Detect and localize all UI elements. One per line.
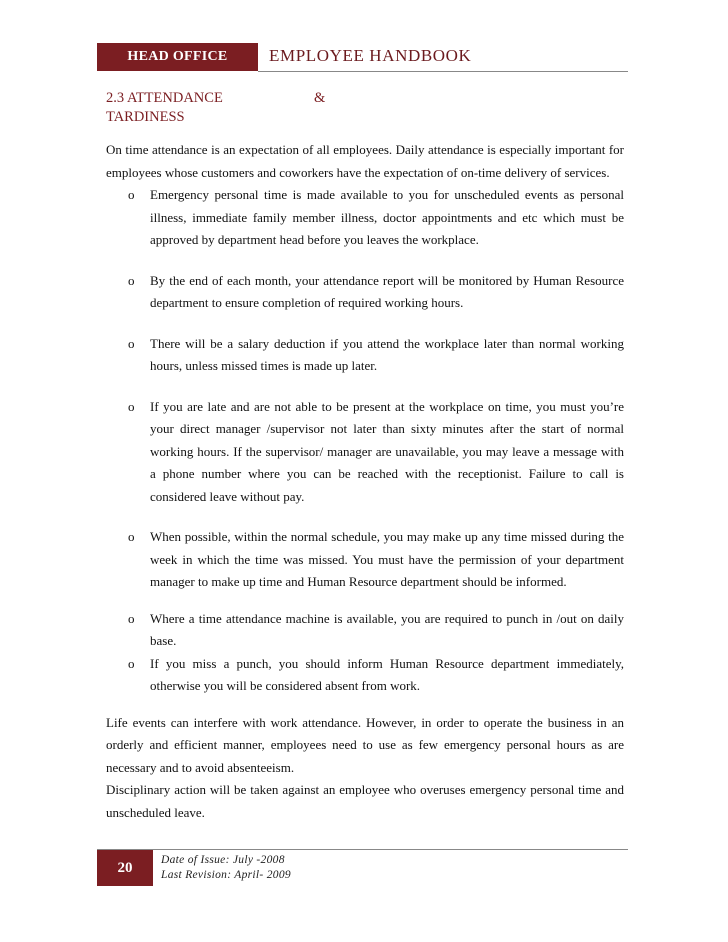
list-item (106, 653, 624, 698)
list-item-text: By the end of each month, your attendance report will be monitored by Human Resource department to ensure completion of required working hours. (150, 272, 624, 310)
page-number: 20 (117, 860, 133, 876)
list-item-text: If you are late and are not able to be present at the workplace on time, you must you’re your direct manager /supervisor not later than sixty minutes after the start of normal working hours. If the supervisor/ manager are unavailable, you may leave a message with a phone number where you can be reached with the receptionist. Failure to call is considered leave without pay. (150, 398, 624, 504)
section-heading-line1 (106, 89, 406, 108)
section-heading (106, 89, 406, 127)
list-item (106, 270, 624, 315)
date-of-issue: Date of Issue: July -2008 (161, 854, 285, 866)
header-office-label: HEAD OFFICE (127, 49, 228, 64)
bullet-marker: o (128, 398, 135, 414)
bullet-marker: o (128, 610, 135, 626)
bullet-marker: o (128, 272, 135, 288)
list-item (106, 526, 624, 594)
body-content (106, 139, 624, 824)
bullet-marker: o (128, 187, 135, 202)
list-item-text: Where a time attendance machine is available, you are required to punch in /out on daily base. (150, 610, 624, 648)
bullet-marker: o (128, 335, 135, 351)
header-title: EMPLOYEE HANDBOOK (269, 46, 472, 65)
closing-paragraph: Life events can interfere with work attendance. However, in order to operate the business in an orderly and efficient manner, employees need to use as few emergency personal hours as are necessary and to avoid absenteeism. (106, 714, 624, 775)
list-item (106, 184, 624, 252)
list-item-text: Emergency personal time is made available to you for unscheduled events as personal illness, immediate family member illness, doctor appointments and etc which must be approved by department head before you leaves the workplace. (150, 187, 624, 247)
list-item (106, 333, 624, 378)
list-item-text: There will be a salary deduction if you attend the workplace later than normal working hours, unless missed times is made up later. (150, 335, 624, 373)
header-office-box (97, 43, 258, 71)
bullet-marker: o (128, 655, 135, 671)
last-revision: Last Revision: April- 2009 (161, 869, 291, 881)
bullet-marker: o (128, 529, 135, 544)
section-heading-line2: TARDINESS (106, 109, 185, 125)
footer-text (161, 853, 291, 883)
attendance-bullet-list (106, 184, 624, 698)
section-ampersand: & (314, 90, 326, 106)
list-item (106, 396, 624, 509)
header-rule (258, 71, 628, 72)
page-number-box (97, 850, 153, 886)
closing-paragraph: Disciplinary action will be taken against an employee who overuses emergency personal time and unscheduled leave. (106, 782, 624, 820)
list-item-text: If you miss a punch, you should inform Human Resource department immediately, otherwise you will be considered absent from work. (150, 655, 624, 693)
footer-rule (97, 849, 628, 850)
section-number-title: 2.3 ATTENDANCE (106, 90, 223, 106)
list-item-text: When possible, within the normal schedule, you may make up any time missed during the week in which the time was missed. You must have the permission of your department manager to make up time and Human Resource department should be informed. (150, 529, 624, 589)
list-item (106, 608, 624, 653)
intro-paragraph: On time attendance is an expectation of all employees. Daily attendance is especially important for employees whose customers and coworkers have the expectation of on-time delivery of services. (106, 142, 624, 180)
